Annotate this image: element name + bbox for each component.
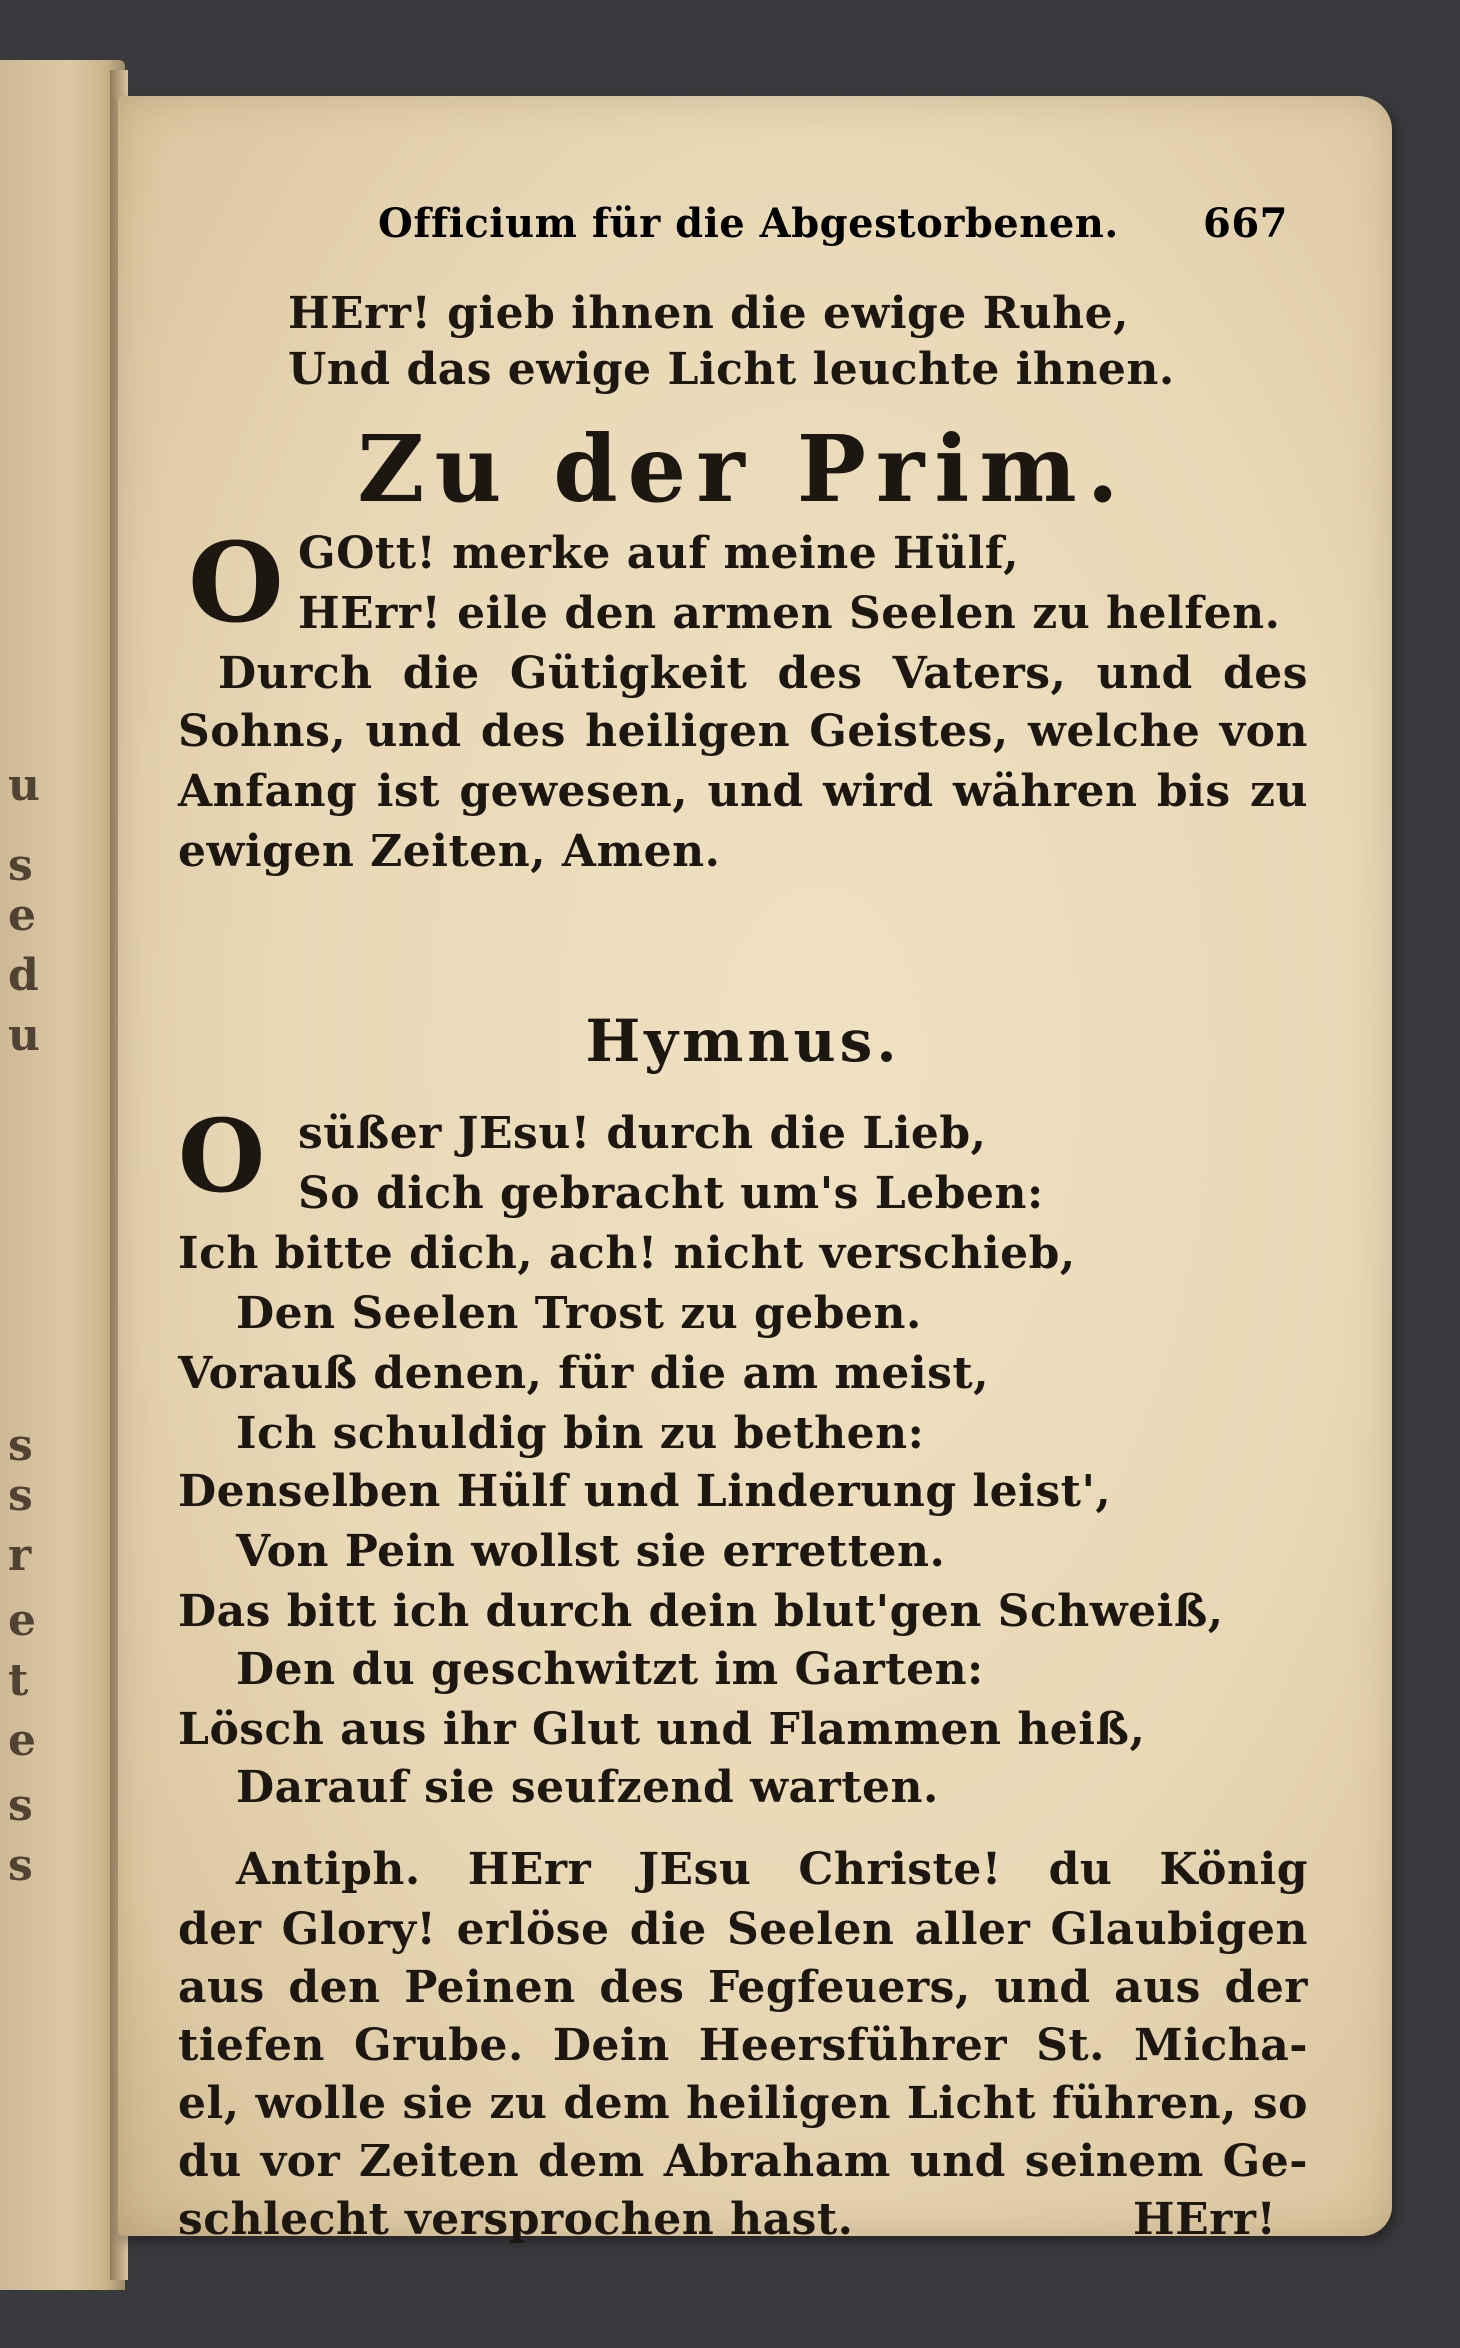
left-page-fragment: s — [8, 1840, 33, 1891]
left-page-fragment: e — [8, 1715, 36, 1766]
hymn-line: Das bitt ich durch dein blut'gen Schweiß, — [178, 1586, 1224, 1637]
antiphon-line: der Glory! erlöse die Seelen aller Glaubigen — [178, 1904, 1308, 1955]
hymn-line: Darauf sie seufzend warten. — [236, 1762, 939, 1813]
antiphon-line: tiefen Grube. Dein Heersführer St. Micha- — [178, 2020, 1308, 2071]
book-page — [118, 96, 1392, 2245]
left-page-fragment: e — [8, 890, 36, 941]
left-page-edge — [0, 60, 125, 2290]
section-title: Zu der Prim. — [357, 415, 1129, 523]
prayer-line: Sohns, und des heiligen Geistes, welche von — [178, 706, 1308, 757]
prayer-line: GOtt! merke auf meine Hülf, — [298, 528, 1020, 579]
page-number: 667 — [1203, 200, 1288, 247]
hymn-line: süßer JEsu! durch die Lieb, — [298, 1108, 987, 1159]
running-header — [378, 200, 1288, 260]
left-page-fragment: e — [8, 1595, 36, 1646]
hymn-line: Den Seelen Trost zu geben. — [236, 1288, 922, 1339]
drop-initial: O — [178, 1097, 266, 1215]
antiphon-line: schlecht versprochen hast. — [178, 2194, 854, 2245]
hymn-line: Von Pein wollst sie erretten. — [236, 1526, 946, 1577]
hymn-title: Hymnus. — [585, 1007, 901, 1075]
hymn-line: Ich schuldig bin zu bethen: — [236, 1408, 925, 1459]
opening-line: HErr! gieb ihnen die ewige Ruhe, — [288, 288, 1129, 339]
antiphon-line: du vor Zeiten dem Abraham und seinem Ge- — [178, 2136, 1308, 2187]
antiphon-line: Antiph. HErr JEsu Christe! du König — [236, 1844, 1308, 1895]
catchword: HErr! — [1133, 2194, 1277, 2245]
left-page-fragment: r — [8, 1530, 32, 1581]
prayer-line: Anfang ist gewesen, und wird währen bis zu — [178, 766, 1308, 817]
hymn-line: Lösch aus ihr Glut und Flammen heiß, — [178, 1704, 1146, 1755]
hymn-line: Ich bitte dich, ach! nicht verschieb, — [178, 1228, 1076, 1279]
prayer-line: ewigen Zeiten, Amen. — [178, 826, 721, 877]
prayer-line: HErr! eile den armen Seelen zu helfen. — [298, 588, 1281, 639]
opening-line: Und das ewige Licht leuchte ihnen. — [288, 344, 1175, 395]
left-page-fragment: d — [8, 950, 39, 1001]
left-page-fragment: t — [8, 1655, 29, 1706]
hymn-line: Den du geschwitzt im Garten: — [236, 1644, 984, 1695]
hymn-line: Denselben Hülf und Linderung leist', — [178, 1466, 1112, 1517]
left-page-fragment: s — [8, 840, 33, 891]
drop-initial: O — [188, 518, 284, 647]
hymn-line: Vorauß denen, für die am meist, — [178, 1348, 990, 1399]
left-page-fragment: u — [8, 1010, 40, 1061]
left-page-fragment: s — [8, 1420, 33, 1471]
left-page-fragment: u — [8, 760, 40, 811]
antiphon-line: aus den Peinen des Fegfeuers, und aus der — [178, 1962, 1308, 2013]
running-title: Officium für die Abgestorbenen. — [378, 200, 1119, 247]
left-page-fragment: s — [8, 1470, 33, 1521]
antiphon-line: el, wolle sie zu dem heiligen Licht führen, so — [178, 2078, 1308, 2129]
prayer-line: Durch die Gütigkeit des Vaters, und des — [218, 648, 1308, 699]
left-page-fragment: s — [8, 1780, 33, 1831]
hymn-line: So dich gebracht um's Leben: — [298, 1168, 1044, 1219]
